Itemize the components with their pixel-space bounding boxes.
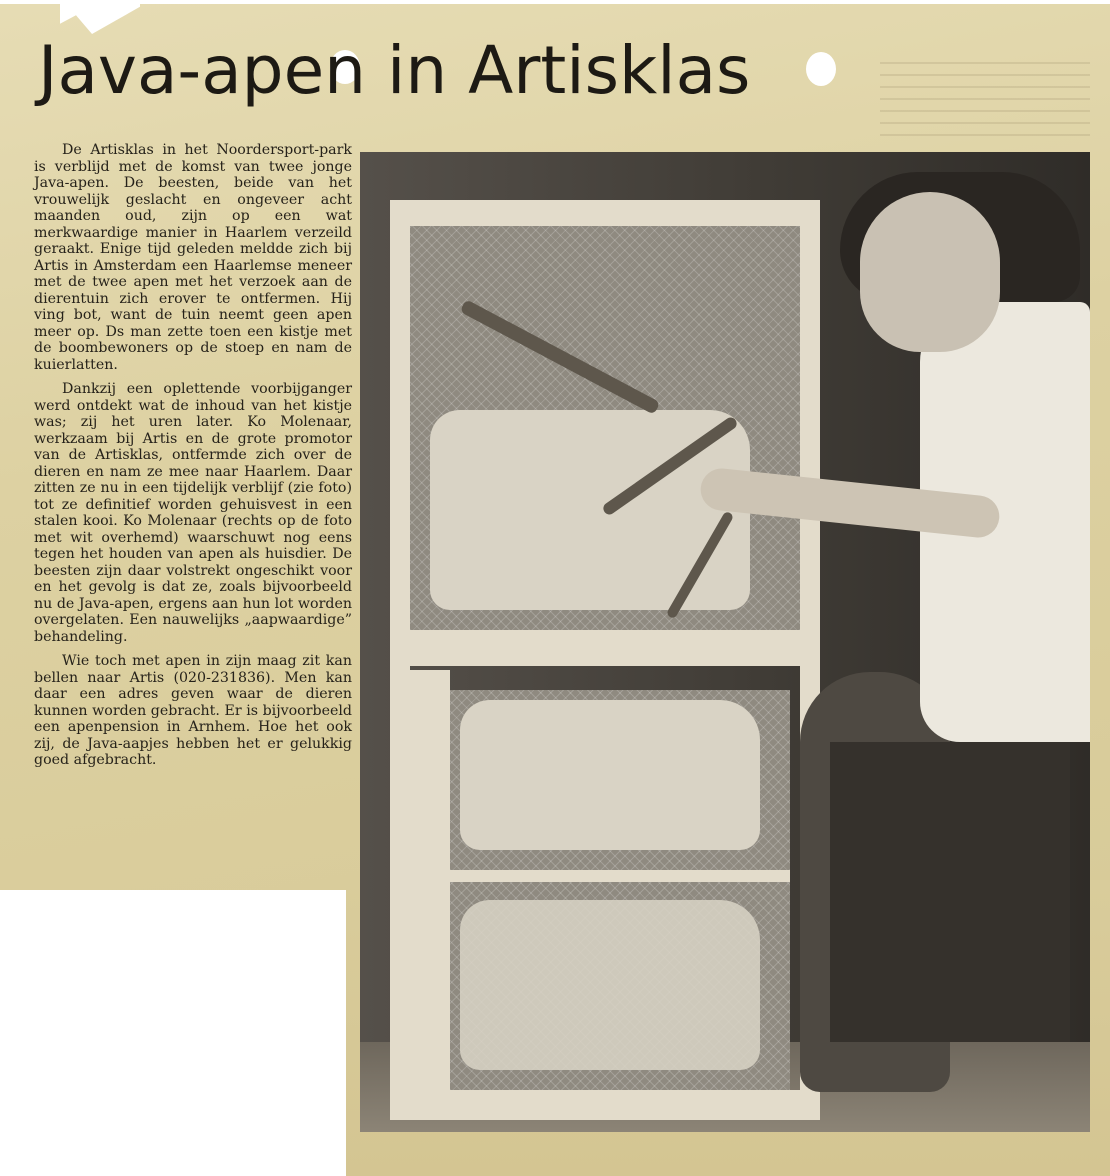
cage-rail: [450, 870, 790, 882]
man-face: [860, 192, 1000, 352]
blanket: [460, 700, 760, 850]
article-body: [34, 142, 352, 777]
bleed-through-text: [880, 62, 1090, 140]
article-photo: [360, 152, 1090, 1132]
blanket: [460, 900, 760, 1070]
headline: Java-apen in Artisklas: [38, 32, 751, 109]
cage-door-frame: [390, 670, 450, 1120]
cage-rail: [390, 630, 820, 666]
article-paragraph: De Artisklas in het Noordersport-park is verblijd met de komst van twee jonge Java-apen. De beesten, beide van het vrouwelijk geslacht en ongeveer acht maanden oud, zijn op een wat merkwaardige manier in Haarlem verzeild geraakt. Enige tijd geleden meldde zich bij Artis in Amsterdam een Haarlemse meneer met de twee apen met het verzoek aan de dierentuin zich erover te ontfermen. Hij ving bot, want de tuin neemt geen apen meer op. Ds man zette toen een kistje met de boombewoners op de stoep en nam de kuierlatten.: [34, 142, 352, 373]
cage-rail: [390, 200, 820, 226]
article-paragraph: Wie toch met apen in zijn maag zit kan bellen naar Artis (020-231836). Men kan daar een adres geven waar de dieren kunnen worden gebracht. Er is bijvoorbeeld een apenpension in Arnhem. Hoe het ook zij, de Java-aapjes hebben het er gelukkig goed afgebracht.: [34, 653, 352, 768]
article-paragraph: Dankzij een oplettende voorbijganger werd ontdekt wat de inhoud van het kistje was; zij het uren later. Ko Molenaar, werkzaam bij Artis en de grote promotor van de Artisklas, ontfermde zich over de dieren en nam ze mee naar Haarlem. Daar zitten ze nu in een tijdelijk verblijf (zie foto) tot ze definitief worden gehuisvest in een stalen kooi. Ko Molenaar (rechts op de foto met wit overhemd) waarschuwt nog eens tegen het houden van apen als huisdier. De beesten zijn daar volstrekt ongeschikt voor en het gevolg is dat ze, zoals bijvoorbeeld nu de Java-apen, ergens aan hun lot worden overgelaten. Een nauwelijks „aapwaardige” behandeling.: [34, 381, 352, 645]
cage: [390, 200, 820, 1120]
cage-rail: [390, 1090, 820, 1120]
man-legs: [830, 742, 1070, 1042]
